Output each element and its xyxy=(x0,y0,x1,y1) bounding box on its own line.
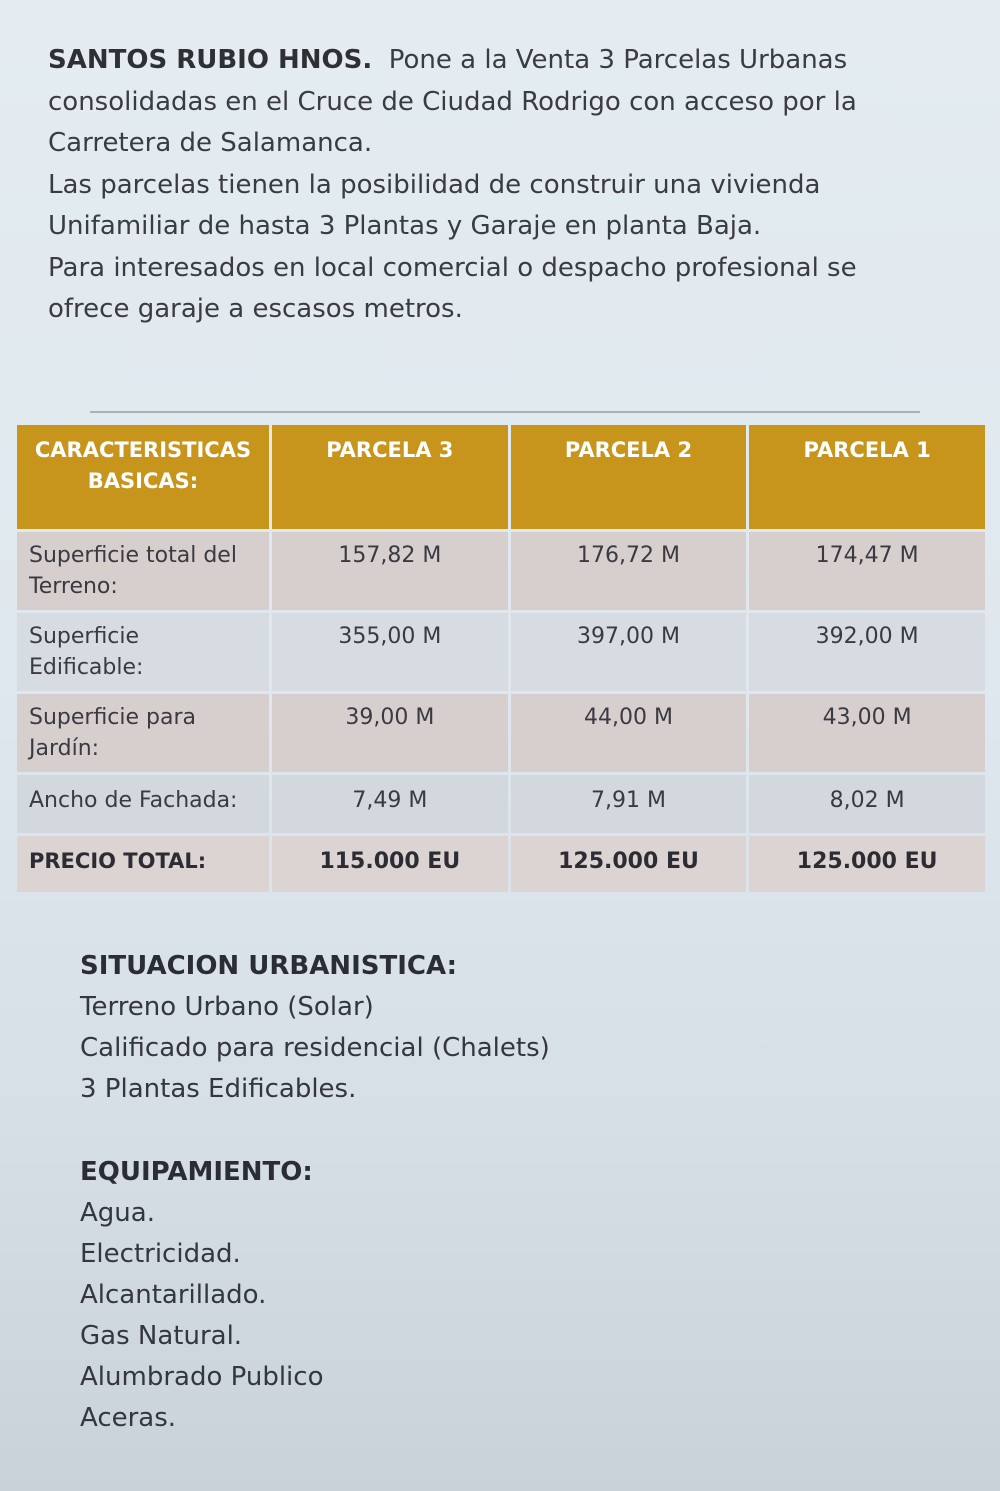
equipamiento-item: Gas Natural. xyxy=(80,1321,243,1351)
table-row-price xyxy=(17,836,985,892)
intro-text xyxy=(48,40,948,331)
table-row xyxy=(17,694,985,772)
table-row xyxy=(17,775,985,833)
row-label-superficie-total: Superficie total del Terreno: xyxy=(17,532,269,610)
cell-value: 43,00 M xyxy=(749,694,985,772)
parcel-table xyxy=(14,422,988,895)
table-row xyxy=(17,613,985,691)
equipamiento-item: Electricidad. xyxy=(80,1239,241,1269)
situacion-line: 3 Plantas Edificables. xyxy=(80,1074,357,1104)
cell-value: 7,91 M xyxy=(511,775,747,833)
intro-line-2: consolidadas en el Cruce de Ciudad Rodrigo con acceso por la xyxy=(48,86,857,117)
situacion-line: Calificado para residencial (Chalets) xyxy=(80,1033,550,1063)
row-label-superficie-edificable: Superficie Edificable: xyxy=(17,613,269,691)
intro-line-3: Carretera de Salamanca. xyxy=(48,128,373,158)
cell-value: 157,82 M xyxy=(272,532,508,610)
cell-value: 7,49 M xyxy=(272,775,508,833)
table-row xyxy=(17,532,985,610)
header-caracteristicas: CARACTERISTICAS BASICAS: xyxy=(17,425,269,529)
divider-line xyxy=(90,411,920,413)
intro-line-5: Unifamiliar de hasta 3 Plantas y Garaje en planta Baja. xyxy=(48,211,762,241)
equipamiento-item: Agua. xyxy=(80,1198,155,1228)
cell-value: 392,00 M xyxy=(749,613,985,691)
price-value: 115.000 EU xyxy=(272,836,508,892)
row-label-precio-total: PRECIO TOTAL: xyxy=(17,836,269,892)
situacion-section xyxy=(80,946,550,1110)
equipamiento-item: Aceras. xyxy=(80,1403,177,1433)
header-parcela-3: PARCELA 3 xyxy=(272,425,508,529)
cell-value: 397,00 M xyxy=(511,613,747,691)
intro-line-1-text: Pone a la Venta 3 Parcelas Urbanas xyxy=(388,45,848,75)
intro-line-6: Para interesados en local comercial o despacho profesional se xyxy=(48,252,857,283)
header-parcela-1: PARCELA 1 xyxy=(749,425,985,529)
intro-line-7: ofrece garaje a escasos metros. xyxy=(48,294,463,324)
cell-value: 8,02 M xyxy=(749,775,985,833)
equipamiento-title: EQUIPAMIENTO: xyxy=(80,1157,313,1187)
cell-value: 176,72 M xyxy=(511,532,747,610)
situacion-line: Terreno Urbano (Solar) xyxy=(80,992,374,1022)
situacion-title: SITUACION URBANISTICA: xyxy=(80,951,457,981)
company-name: SANTOS RUBIO HNOS. xyxy=(48,45,373,75)
row-label-superficie-jardin: Superficie para Jardín: xyxy=(17,694,269,772)
price-value: 125.000 EU xyxy=(511,836,747,892)
price-value: 125.000 EU xyxy=(749,836,985,892)
cell-value: 44,00 M xyxy=(511,694,747,772)
cell-value: 355,00 M xyxy=(272,613,508,691)
equipamiento-item: Alumbrado Publico xyxy=(80,1362,324,1392)
equipamiento-item: Alcantarillado. xyxy=(80,1280,267,1310)
cell-value: 39,00 M xyxy=(272,694,508,772)
row-label-ancho-fachada: Ancho de Fachada: xyxy=(17,775,269,833)
equipamiento-section xyxy=(80,1152,323,1439)
cell-value: 174,47 M xyxy=(749,532,985,610)
intro-line-4: Las parcelas tienen la posibilidad de construir una vivienda xyxy=(48,169,821,200)
table-header-row xyxy=(17,425,985,529)
intro-line-1 xyxy=(48,40,948,82)
header-parcela-2: PARCELA 2 xyxy=(511,425,747,529)
